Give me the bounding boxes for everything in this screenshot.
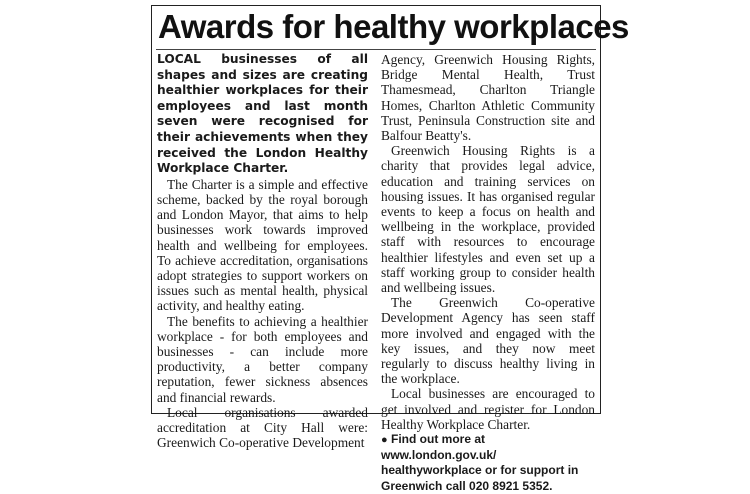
headline: Awards for healthy workplaces bbox=[158, 8, 629, 45]
find-out-more bbox=[381, 432, 595, 494]
body-paragraph: Local organisations awarded accreditation at City Hall were: Greenwich Co-operative Development bbox=[157, 404, 368, 451]
find-out-text: Find out more at www.london.gov.uk/ healthyworkplace or for support in Greenwich call 020 8921 5352. bbox=[381, 432, 579, 493]
body-paragraph: Agency, Greenwich Housing Rights, Bridge Mental Health, Trust Thamesmead, Charlton Triangle Homes, Charlton Athletic Community Trust, Peninsula Construction site and Balfour Beatty's. bbox=[381, 52, 595, 144]
body-paragraph: The Greenwich Co-operative Development Agency has seen staff more involved and engaged with the key issues, and they now meet regularly to discuss healthy living in the workplace. bbox=[381, 295, 595, 387]
bullet-icon: ● bbox=[381, 434, 388, 447]
body-paragraph: Greenwich Housing Rights is a charity that provides legal advice, education and training services on housing issues. It has organised regular events to keep a focus on health and wellbeing in the workplace, provided staff with resources to encourage healthier lifestyles and even set up a staff working group to consider health and wellbeing issues. bbox=[381, 143, 595, 296]
body-paragraph: The benefits to achieving a healthier workplace - for both employees and businesses - can include more productivity, a better company reputation, fewer sickness absences and financial rewards. bbox=[157, 313, 368, 405]
body-paragraph: The Charter is a simple and effective scheme, backed by the royal borough and London Mayor, that aims to help businesses work towards improved health and wellbeing for employees. To achieve accreditation, organisations adopt strategies to support workers on issues such as mental health, physical activity, and healthy eating. bbox=[157, 176, 368, 314]
right-column bbox=[381, 52, 595, 494]
headline-rule bbox=[156, 49, 596, 50]
lead-paragraph: LOCAL businesses of all shapes and sizes are creating healthier workplaces for their employees and last month seven were recognised for their achievements when they received the London Healthy Workplace Charter. bbox=[157, 52, 368, 176]
left-column bbox=[157, 52, 368, 450]
news-clipping bbox=[151, 5, 629, 493]
body-paragraph: Local businesses are encouraged to get involved and register for London Healthy Workplace Charter. bbox=[381, 386, 595, 432]
